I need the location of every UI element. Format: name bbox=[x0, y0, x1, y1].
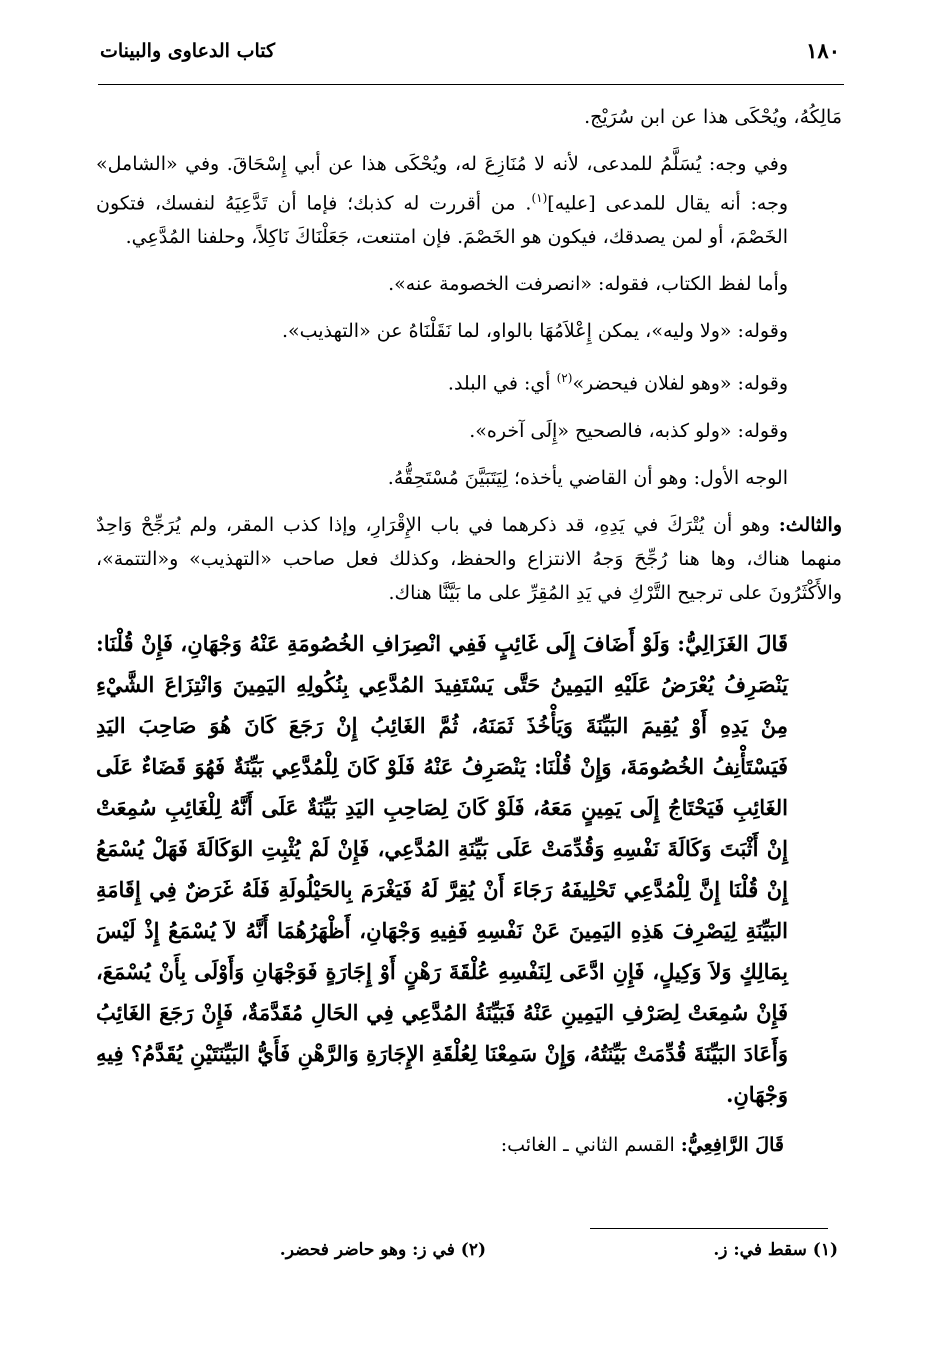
paragraph-1: مَالِكُهُ، ويُحْكَى هذا عن ابن سُرَيْج. bbox=[584, 106, 842, 128]
paragraph-5-part-b: أي: في البلد. bbox=[447, 372, 557, 395]
footnote-ref-2: (٢) bbox=[556, 371, 573, 386]
footnotes bbox=[96, 1240, 838, 1270]
paragraph-4: وقوله: «ولا وليه»، يمكن إِعْلاَمُهَا بالواو، لما نَقَلْنَاهُ عن «التهذيب». bbox=[281, 320, 788, 343]
paragraph-8-text: وهو أن يُتْرَكَ في يَدِهِ، قد ذكرهما في باب الإِقْرَارِ، وإذا كذب المقر، ولم يُرَجِّحْ وَاحِدٌ منهما هناك، وها هنا رُجِّحَ وَجهُ الانتزاع والحفظ، وكذلك فعل صاحب «التهذيب» و«التتمة»، والأَكْثَرُونَ على ترجيح التَّرْكِ في يَدِ المُقِرِّ على ما بَيَّنَّا هناك. bbox=[96, 513, 842, 604]
footnote-2: (٢) في ز: وهو حاضر فحضر. bbox=[279, 1240, 486, 1260]
page-number: ١٨٠ bbox=[806, 38, 840, 63]
paragraph-6: وقوله: «ولو كذبه، فالصحيح «إِلَى آخره». bbox=[469, 419, 788, 442]
page-body bbox=[96, 100, 842, 1175]
paragraph-8-lead: والثالث: bbox=[778, 513, 842, 536]
paragraph-8 bbox=[96, 508, 842, 610]
footnote-divider bbox=[590, 1228, 828, 1229]
paragraph-2 bbox=[96, 147, 842, 254]
paragraph-5-part-a: وقوله: «وهو لفلان فيحضر» bbox=[572, 372, 788, 395]
paragraph-2-part-b: . من أقررت له كذبك؛ فإما أن تَدَّعِيَهُ لنفسك، فتكون الخَصْمَ، أو لمن يصدقك، فيكون هو الخَصْمَ. فإن امتنعت، جَعَلْنَاكَ نَاكِلاً، وحلفنا المُدَّعِي. bbox=[96, 192, 788, 249]
rafii-lead: قَالَ الرَّافِعِيُّ: bbox=[680, 1133, 784, 1156]
paragraph-3: وأما لفظ الكتاب، فقوله: «انصرفت الخصومة عنه». bbox=[388, 273, 788, 296]
footnote-ref-1: (١) bbox=[531, 191, 548, 205]
paragraph-7: الوجه الأول: وهو أن القاضي يأخذه؛ لِيَتَبَيَّنَ مُسْتَحِقُّهُ. bbox=[387, 466, 788, 489]
footnote-1: (١) سقط في: ز. bbox=[713, 1240, 838, 1260]
running-header bbox=[100, 36, 840, 70]
paragraph-5 bbox=[96, 361, 842, 400]
book-title: كتاب الدعاوى والبينات bbox=[100, 40, 276, 62]
rafii-paragraph bbox=[96, 1128, 842, 1162]
header-divider bbox=[98, 84, 844, 85]
paragraph-2-part-a: وفي وجه: يُسَلَّمُ للمدعى، لأنه لا مُنَازِعَ له، ويُحْكَى هذا عن أبي إِسْحَاقَ. وفي «الشامل» وجه: أنه يقال للمدعى [عليه] bbox=[96, 153, 789, 215]
rafii-text: القسم الثاني ـ الغائب: bbox=[500, 1133, 675, 1156]
matn-text: قَالَ الغَزَالِيُّ: وَلَوْ أَضَافَ إِلَى غَائِبٍ فَفِي انْصِرَافِ الخُصُومَةِ عَنْهُ وَجْهَانِ، فَإِنْ قُلْنَا: يَنْصَرِفُ يُعْرَضُ عَلَيْهِ اليَمِينُ حَتَّى يَسْتَفِيدَ المُدَّعِي بِنُكُولِهِ اليَمِينَ وَانْتِزَاعَ الشَّيْءِ مِنْ يَدِهِ أَوْ يُقِيمَ البَيِّنَةَ وَيَأْخُذَ ثَمَنَهُ، ثُمَّ الغَائِبُ إِنْ رَجَعَ كَانَ هُوَ صَاحِبَ اليَدِ فَيَسْتَأْنِفُ الخُصُومَةَ، وَإِنْ قُلْنَا: يَنْصَرِفُ عَنْهُ فَلَوْ كَانَ لِلْمُدَّعِي بَيِّنَةٌ فَهُوَ قَضَاءٌ عَلَى الغَائِبِ فَيَحْتَاجُ إِلَى يَمِينٍ مَعَهُ، فَلَوْ كَانَ لِصَاحِبِ اليَدِ بَيِّنَةٌ عَلَى أَنَّهُ لِلْغَائِبِ سُمِعَتْ إِنْ أَثْبَتَ وَكَالَةَ نَفْسِهِ وَقُدِّمَتْ عَلَى بَيِّنَةِ المُدَّعِي، فَإِنْ لَمْ يُثْبِتِ الوَكَالَةَ فَهَلْ يُسْمَعُ إِنْ قُلْنَا إِنَّ لِلْمُدَّعِي تَحْلِيفَهُ رَجَاءَ أَنْ يُقِرَّ لَهُ فَيَغْرَمَ بِالحَيْلُولَةِ فَلَهُ غَرَضٌ فِي إِقَامَةِ البَيِّنَةِ لِيَصْرِفَ هَذِهِ اليَمِينَ عَنْ نَفْسِهِ فَفِيهِ وَجْهَانِ، أَظْهَرُهُمَا أَنَّهُ لاَ يُسْمَعُ إِذْ لَيْسَ بِمَالِكٍ وَلاَ وَكِيلٍ، فَإِنِ ادَّعَى لِنَفْسِهِ عُلْقَةَ رَهْنٍ أَوْ إِجَارَةٍ فَوَجْهَانِ وَأَوْلَى بِأَنْ يُسْمَعَ، فَإِنْ سُمِعَتْ لِصَرْفِ اليَمِينِ عَنْهُ فَبَيِّنَةُ المُدَّعِي فِي الحَالِ مُقَدَّمَةٌ، فَإِنْ رَجَعَ الغَائِبُ وَأَعَادَ البَيِّنَةَ قُدِّمَتْ بَيِّنَتُهُ، وَإِنْ سَمِعْنَا لِعُلْقَةِ الإِجَارَةِ وَالرَّهْنِ فَأَيُّ البَيِّنَتَيْنِ يُقَدَّمُ؟ فِيهِ وَجْهَانِ. bbox=[96, 630, 788, 1107]
